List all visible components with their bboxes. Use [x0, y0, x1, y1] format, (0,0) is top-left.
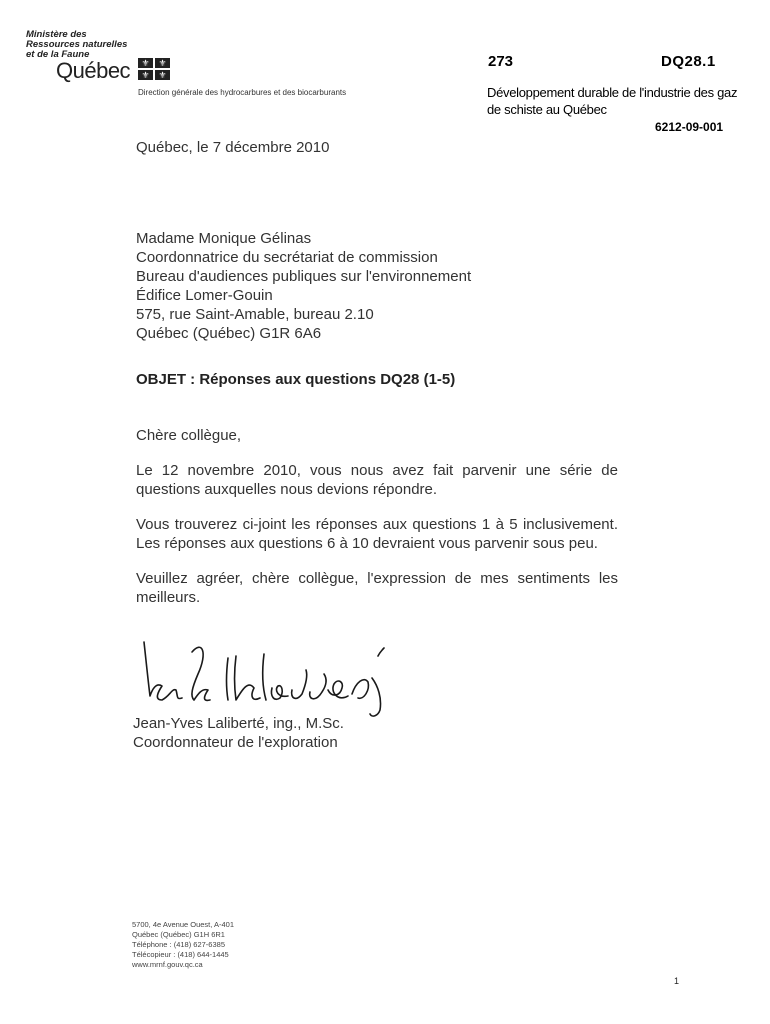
footer-contact	[132, 920, 234, 970]
document-title: Développement durable de l'industrie des gaz de schiste au Québec	[487, 85, 738, 117]
quebec-logo-text: Québec	[56, 58, 131, 83]
file-number: 6212-09-001	[655, 120, 724, 134]
address-line: Coordonnatrice du secrétariat de commission	[136, 249, 438, 266]
salutation: Chère collègue,	[136, 427, 242, 444]
footer-line: www.mrnf.gouv.qc.ca	[132, 960, 203, 969]
recipient-address	[136, 229, 471, 343]
paragraph: Le 12 novembre 2010, vous nous avez fait parvenir une série de questions auxquelles nous devions répondre.	[136, 462, 618, 498]
footer-line: Téléphone : (418) 627-6385	[132, 940, 225, 949]
signature-block	[133, 714, 344, 752]
handwritten-signature	[132, 630, 402, 720]
letter-subject: OBJET : Réponses aux questions DQ28 (1-5)	[136, 371, 456, 388]
address-line: 575, rue Saint-Amable, bureau 2.10	[136, 306, 374, 323]
direction-name: Direction générale des hydrocarbures et des biocarburants	[138, 88, 347, 97]
paragraph: Vous trouverez ci-joint les réponses aux questions 1 à 5 inclusivement. Les réponses aux questions 6 à 10 devraient vous parvenir sous peu.	[136, 516, 618, 552]
address-line: Édifice Lomer-Gouin	[136, 287, 273, 304]
page-number: 1	[674, 976, 680, 986]
address-line: Québec (Québec) G1R 6A6	[136, 325, 322, 342]
ministry-name	[26, 30, 127, 60]
document-code: DQ28.1	[661, 53, 716, 70]
footer-line: Québec (Québec) G1H 6R1	[132, 930, 225, 939]
address-line: Bureau d'audiences publiques sur l'environnement	[136, 268, 472, 285]
ministry-line: Ressources naturelles	[26, 39, 128, 50]
paragraph: Veuillez agréer, chère collègue, l'expression de mes sentiments les meilleurs.	[136, 570, 618, 606]
signer-title: Coordonnateur de l'exploration	[133, 734, 338, 751]
letter-date: Québec, le 7 décembre 2010	[136, 139, 330, 156]
document-number: 273	[488, 53, 514, 70]
ministry-line: Ministère des	[26, 29, 87, 40]
ministry-line: et de la Faune	[26, 49, 90, 60]
address-line: Madame Monique Gélinas	[136, 230, 312, 247]
footer-line: 5700, 4e Avenue Ouest, A-401	[132, 920, 235, 929]
signer-name: Jean-Yves Laliberté, ing., M.Sc.	[133, 715, 344, 732]
fleur-de-lis-flag-icon: ⚜ ⚜ ⚜ ⚜	[138, 58, 170, 80]
footer-line: Télécopieur : (418) 644-1445	[132, 950, 229, 959]
